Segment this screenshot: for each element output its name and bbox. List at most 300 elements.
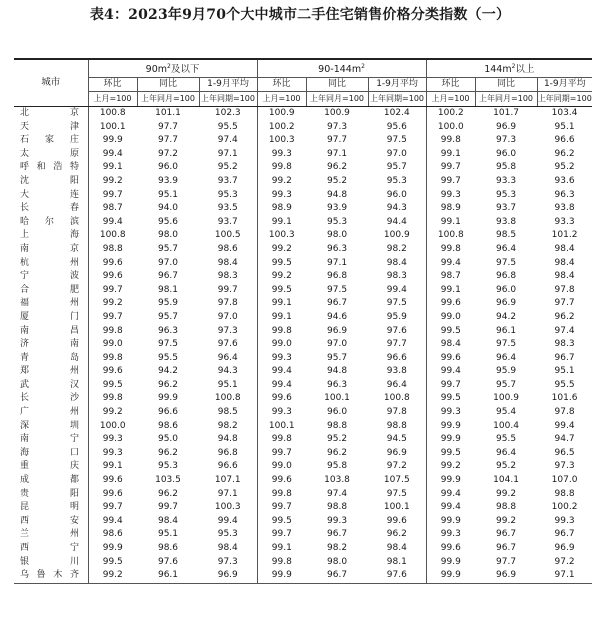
index-value: 95.5 (496, 434, 517, 445)
index-value: 98.3 (217, 271, 238, 282)
index-value: 97.3 (327, 121, 348, 132)
index-value: 99.4 (554, 420, 575, 431)
index-value: 98.1 (157, 284, 179, 295)
index-value: 101.1 (155, 108, 181, 118)
index-value: 99.4 (426, 365, 475, 379)
index-value: 93.3 (496, 175, 517, 186)
index-value: 96.2 (554, 311, 575, 322)
table-body (14, 107, 592, 584)
index-value: 95.3 (496, 189, 517, 200)
table-row (14, 257, 592, 271)
index-value: 97.1 (217, 488, 238, 499)
index-value: 103.5 (155, 475, 181, 486)
index-value: 97.7 (157, 135, 179, 146)
index-value: 98.2 (386, 243, 407, 254)
table-row (14, 270, 592, 284)
index-value: 99.8 (102, 352, 123, 363)
group-label-post: 及以下 (170, 64, 200, 75)
index-value: 99.5 (257, 284, 306, 298)
index-value: 97.8 (554, 284, 575, 295)
city-name: 重庆 (14, 460, 88, 474)
index-value: 99.7 (157, 502, 179, 513)
index-value: 99.6 (102, 271, 123, 282)
index-value: 99.2 (102, 298, 123, 309)
index-value: 94.8 (217, 434, 238, 445)
index-value: 96.8 (217, 447, 238, 458)
index-value: 98.8 (327, 502, 348, 513)
index-value: 99.7 (257, 528, 306, 542)
index-value: 97.3 (217, 325, 238, 336)
city-name: 哈尔滨 (14, 216, 88, 230)
index-value: 95.3 (217, 189, 238, 200)
index-value: 100.1 (257, 420, 306, 434)
index-value: 99.1 (102, 162, 123, 173)
index-value: 100.9 (257, 107, 306, 121)
index-value: 99.8 (426, 134, 475, 148)
index-value: 99.1 (257, 297, 306, 311)
index-value: 95.5 (554, 379, 575, 390)
index-value: 99.3 (257, 352, 306, 366)
index-value: 99.2 (102, 407, 123, 418)
index-value: 101.7 (493, 108, 519, 118)
index-value: 99.7 (426, 161, 475, 175)
index-value: 99.3 (102, 434, 123, 445)
table-row (14, 515, 592, 529)
metric-header: 环比 (88, 78, 137, 92)
index-value: 98.6 (157, 543, 179, 553)
index-value: 99.0 (426, 311, 475, 325)
index-value: 99.9 (426, 433, 475, 447)
index-value: 100.2 (551, 502, 578, 513)
index-value: 99.8 (102, 325, 123, 336)
index-value: 107.5 (383, 475, 410, 486)
index-value: 96.7 (157, 271, 179, 282)
table-row (14, 420, 592, 434)
size-group-header (257, 59, 426, 78)
index-value: 96.0 (157, 162, 179, 173)
index-value: 95.7 (157, 243, 179, 254)
index-value: 100.0 (426, 121, 475, 135)
index-value: 99.2 (257, 175, 306, 189)
index-value: 96.9 (327, 325, 348, 336)
index-value: 98.2 (217, 420, 238, 431)
index-value: 100.8 (99, 108, 126, 118)
index-value: 95.1 (157, 529, 179, 540)
index-value: 96.2 (327, 162, 348, 173)
index-value: 98.5 (496, 230, 517, 241)
city-name: 福州 (14, 297, 88, 311)
index-value: 99.5 (426, 392, 475, 406)
index-value: 97.3 (554, 461, 575, 472)
index-value: 98.0 (157, 230, 179, 241)
index-value: 99.7 (257, 501, 306, 515)
index-value: 99.4 (102, 515, 123, 526)
index-value: 96.0 (327, 407, 348, 418)
index-value: 99.8 (257, 433, 306, 447)
index-value: 95.5 (157, 352, 179, 363)
index-value: 97.5 (496, 257, 517, 268)
size-group-header (426, 59, 592, 78)
city-name: 呼和浩特 (14, 161, 88, 175)
city-name: 西安 (14, 515, 88, 529)
index-value: 96.4 (496, 243, 517, 254)
index-value: 99.5 (102, 379, 123, 390)
index-value: 99.5 (426, 325, 475, 339)
table-row (14, 488, 592, 502)
index-value: 97.4 (217, 135, 238, 146)
index-value: 98.6 (102, 529, 123, 540)
group-label-pre: 90-144m (318, 64, 362, 75)
index-value: 97.5 (386, 298, 407, 309)
index-value: 102.4 (383, 108, 410, 118)
index-value: 98.4 (554, 257, 575, 268)
index-value: 96.7 (496, 529, 517, 540)
city-name: 沈阳 (14, 175, 88, 189)
index-value: 99.6 (426, 542, 475, 556)
index-value: 97.8 (386, 407, 407, 418)
index-value: 98.3 (386, 271, 407, 282)
index-value: 97.6 (386, 325, 407, 336)
city-name: 乌鲁木齐 (14, 569, 88, 583)
index-value: 93.8 (386, 366, 407, 377)
index-value: 98.4 (554, 243, 575, 254)
index-value: 98.9 (257, 202, 306, 216)
index-value: 100.8 (99, 230, 126, 241)
index-value: 93.8 (496, 216, 517, 227)
index-value: 99.5 (257, 515, 306, 529)
index-value: 97.5 (386, 488, 407, 499)
index-value: 93.8 (554, 203, 575, 214)
table-row (14, 406, 592, 420)
index-value: 93.7 (217, 216, 238, 227)
table-row (14, 379, 592, 393)
index-value: 96.6 (554, 135, 575, 146)
index-value: 96.2 (157, 488, 179, 499)
index-value: 99.9 (426, 474, 475, 488)
index-value: 94.3 (217, 366, 238, 377)
index-value: 95.2 (327, 175, 348, 186)
base-header: 上年同月=100 (306, 92, 368, 107)
index-value: 99.1 (426, 284, 475, 298)
index-value: 98.2 (327, 543, 348, 553)
base-header: 上年同期=100 (537, 92, 592, 107)
city-name: 宁波 (14, 270, 88, 284)
city-name: 太原 (14, 148, 88, 162)
index-value: 95.2 (217, 162, 238, 173)
index-value: 96.4 (496, 447, 517, 458)
index-value: 99.4 (426, 488, 475, 502)
index-value: 96.9 (199, 569, 257, 583)
index-value: 99.8 (257, 325, 306, 339)
index-value: 97.7 (327, 135, 348, 146)
base-header: 上月=100 (88, 92, 137, 107)
index-value: 100.8 (426, 229, 475, 243)
index-value: 99.5 (426, 447, 475, 461)
index-value: 97.5 (496, 339, 517, 350)
index-value: 97.5 (327, 284, 348, 295)
index-value: 99.8 (257, 488, 306, 502)
table-row (14, 121, 592, 135)
table-row (14, 189, 592, 203)
index-value: 96.4 (217, 352, 238, 363)
table-row (14, 365, 592, 379)
index-value: 96.8 (327, 271, 348, 282)
index-value: 99.7 (102, 284, 123, 295)
table-row (14, 460, 592, 474)
index-value: 98.6 (157, 420, 179, 431)
index-value: 97.6 (368, 569, 426, 583)
metric-header: 环比 (257, 78, 306, 92)
index-value: 99.3 (257, 148, 306, 162)
city-name: 北京 (14, 107, 88, 121)
index-value: 96.2 (327, 447, 348, 458)
city-name: 石家庄 (14, 134, 88, 148)
index-value: 99.2 (426, 460, 475, 474)
index-value: 96.7 (554, 529, 575, 540)
index-value: 97.8 (217, 298, 238, 309)
index-value: 100.4 (493, 420, 519, 431)
index-value: 99.3 (426, 528, 475, 542)
index-value: 100.8 (383, 393, 410, 404)
index-value: 104.1 (493, 475, 519, 486)
index-value: 107.0 (551, 475, 578, 486)
index-value: 99.3 (257, 406, 306, 420)
city-name: 大连 (14, 189, 88, 203)
table-row (14, 338, 592, 352)
index-value: 94.7 (554, 434, 575, 445)
index-value: 96.1 (137, 569, 199, 583)
index-value: 96.9 (496, 121, 517, 132)
index-value: 100.0 (99, 420, 126, 431)
index-value: 95.3 (327, 216, 348, 227)
index-value: 95.8 (327, 461, 348, 472)
index-value: 98.6 (217, 243, 238, 254)
table-row (14, 392, 592, 406)
index-value: 96.9 (386, 447, 407, 458)
index-value: 99.9 (157, 393, 179, 404)
index-value: 98.4 (386, 543, 407, 553)
index-value: 99.9 (426, 515, 475, 529)
index-value: 97.1 (327, 257, 348, 268)
index-value: 97.1 (327, 148, 348, 159)
index-value: 99.2 (257, 243, 306, 257)
index-value: 96.0 (386, 189, 407, 200)
index-value: 98.1 (386, 556, 407, 567)
index-value: 95.7 (496, 379, 517, 390)
index-value: 96.7 (306, 569, 368, 583)
index-value: 96.2 (554, 148, 575, 159)
index-value: 99.6 (386, 515, 407, 526)
index-value: 95.1 (217, 379, 238, 390)
index-value: 99.9 (102, 543, 123, 553)
index-value: 95.5 (217, 121, 238, 132)
index-value: 96.2 (157, 379, 179, 390)
index-value: 99.6 (102, 366, 123, 377)
index-value: 99.4 (102, 148, 123, 159)
city-name: 合肥 (14, 284, 88, 298)
table-row (14, 352, 592, 366)
index-value: 97.4 (327, 488, 348, 499)
index-value: 100.1 (383, 502, 410, 513)
city-column-header: 城市 (14, 59, 88, 107)
index-value: 99.0 (257, 460, 306, 474)
index-value: 98.8 (496, 502, 517, 513)
metric-header: 环比 (426, 78, 475, 92)
index-value: 99.7 (257, 447, 306, 461)
index-value: 97.6 (217, 339, 238, 350)
index-value: 96.2 (157, 447, 179, 458)
index-value: 99.7 (102, 311, 123, 322)
index-value: 100.2 (426, 107, 475, 121)
index-value: 95.2 (554, 162, 575, 173)
city-name: 成都 (14, 474, 88, 488)
index-value: 94.8 (327, 189, 348, 200)
index-value: 97.5 (386, 135, 407, 146)
index-value: 97.0 (386, 148, 407, 159)
index-value: 99.6 (426, 352, 475, 366)
city-name: 海口 (14, 447, 88, 461)
index-value: 93.9 (327, 203, 348, 214)
city-name: 南宁 (14, 433, 88, 447)
index-value: 99.9 (102, 135, 123, 146)
index-value: 97.0 (157, 257, 179, 268)
index-value: 99.2 (102, 175, 123, 186)
table-row (14, 325, 592, 339)
index-value: 97.7 (386, 339, 407, 350)
index-value: 94.8 (327, 366, 348, 377)
index-value: 99.2 (496, 488, 517, 499)
header-row-metrics (14, 78, 592, 92)
base-header: 上年同月=100 (475, 92, 537, 107)
metric-header: 同比 (137, 78, 199, 92)
table-row (14, 556, 592, 570)
index-value: 95.8 (496, 162, 517, 173)
size-group-header (88, 59, 257, 78)
table-row (14, 284, 592, 298)
index-value: 99.4 (102, 216, 123, 227)
group-label-pre: 90m (145, 64, 168, 75)
index-value: 96.9 (475, 569, 537, 583)
index-value: 99.9 (257, 569, 306, 583)
index-value: 98.3 (554, 339, 575, 350)
index-value: 95.1 (554, 121, 575, 132)
index-value: 99.3 (102, 447, 123, 458)
city-name: 长春 (14, 202, 88, 216)
table-row (14, 229, 592, 243)
index-value: 95.9 (496, 366, 517, 377)
index-value: 99.1 (426, 216, 475, 230)
index-value: 100.5 (214, 230, 241, 241)
index-value: 96.9 (554, 543, 575, 553)
index-value: 99.4 (257, 365, 306, 379)
index-value: 94.3 (386, 203, 407, 214)
index-value: 98.4 (554, 271, 575, 282)
index-value: 97.8 (554, 407, 575, 418)
base-header: 上月=100 (257, 92, 306, 107)
index-value: 96.0 (496, 284, 517, 295)
base-header: 上年同期=100 (199, 92, 257, 107)
index-value: 99.9 (426, 556, 475, 570)
index-value: 95.1 (157, 189, 179, 200)
index-value: 94.6 (327, 311, 348, 322)
index-value: 98.4 (426, 338, 475, 352)
index-value: 99.3 (426, 406, 475, 420)
index-value: 99.8 (257, 556, 306, 570)
index-value: 95.9 (157, 298, 179, 309)
group-label-pre: 144m (484, 64, 512, 75)
index-value: 93.5 (217, 203, 238, 214)
index-value: 100.3 (257, 134, 306, 148)
index-value: 97.4 (554, 325, 575, 336)
index-value: 93.7 (217, 175, 238, 186)
city-name: 杭州 (14, 257, 88, 271)
index-value: 95.7 (386, 162, 407, 173)
index-value: 100.9 (383, 230, 410, 241)
index-value: 94.0 (157, 203, 179, 214)
index-value: 98.4 (157, 515, 179, 526)
index-value: 100.3 (257, 229, 306, 243)
city-name: 济南 (14, 338, 88, 352)
group-label-sup: 2 (511, 63, 516, 70)
price-index-table (14, 58, 592, 584)
index-value: 93.6 (554, 175, 575, 186)
index-value: 95.3 (386, 175, 407, 186)
index-value: 96.7 (554, 352, 575, 363)
table-row (14, 501, 592, 515)
index-value: 99.3 (554, 515, 575, 526)
index-value: 99.1 (257, 216, 306, 230)
index-value: 96.6 (157, 407, 179, 418)
metric-header: 同比 (475, 78, 537, 92)
city-name: 青岛 (14, 352, 88, 366)
index-value: 100.9 (324, 108, 350, 118)
index-value: 96.7 (496, 543, 517, 553)
index-value: 95.9 (386, 311, 407, 322)
index-value: 98.4 (217, 543, 238, 553)
index-value: 97.6 (157, 556, 179, 567)
city-name: 上海 (14, 229, 88, 243)
index-value: 95.7 (157, 311, 179, 322)
table-row (14, 107, 592, 121)
city-name: 贵阳 (14, 488, 88, 502)
index-value: 96.6 (386, 352, 407, 363)
index-value: 97.5 (157, 339, 179, 350)
index-value: 99.7 (102, 189, 123, 200)
table-row (14, 216, 592, 230)
index-value: 96.7 (327, 298, 348, 309)
group-label-sup: 2 (167, 63, 171, 70)
index-value: 96.3 (327, 379, 348, 390)
index-value: 94.2 (496, 311, 517, 322)
group-label-sup: 2 (361, 63, 365, 70)
table-row (14, 474, 592, 488)
index-value: 98.0 (327, 556, 348, 567)
index-value: 99.4 (257, 379, 306, 393)
city-name: 银川 (14, 556, 88, 570)
table-row (14, 447, 592, 461)
index-value: 97.2 (554, 556, 575, 567)
index-value: 99.5 (257, 257, 306, 271)
index-value: 98.4 (217, 257, 238, 268)
index-value: 96.3 (554, 189, 575, 200)
table-row (14, 148, 592, 162)
index-value: 95.2 (496, 461, 517, 472)
index-value: 99.5 (102, 556, 123, 567)
index-value: 99.1 (257, 311, 306, 325)
index-value: 96.8 (496, 271, 517, 282)
index-value: 99.4 (426, 257, 475, 271)
index-value: 97.7 (496, 556, 517, 567)
